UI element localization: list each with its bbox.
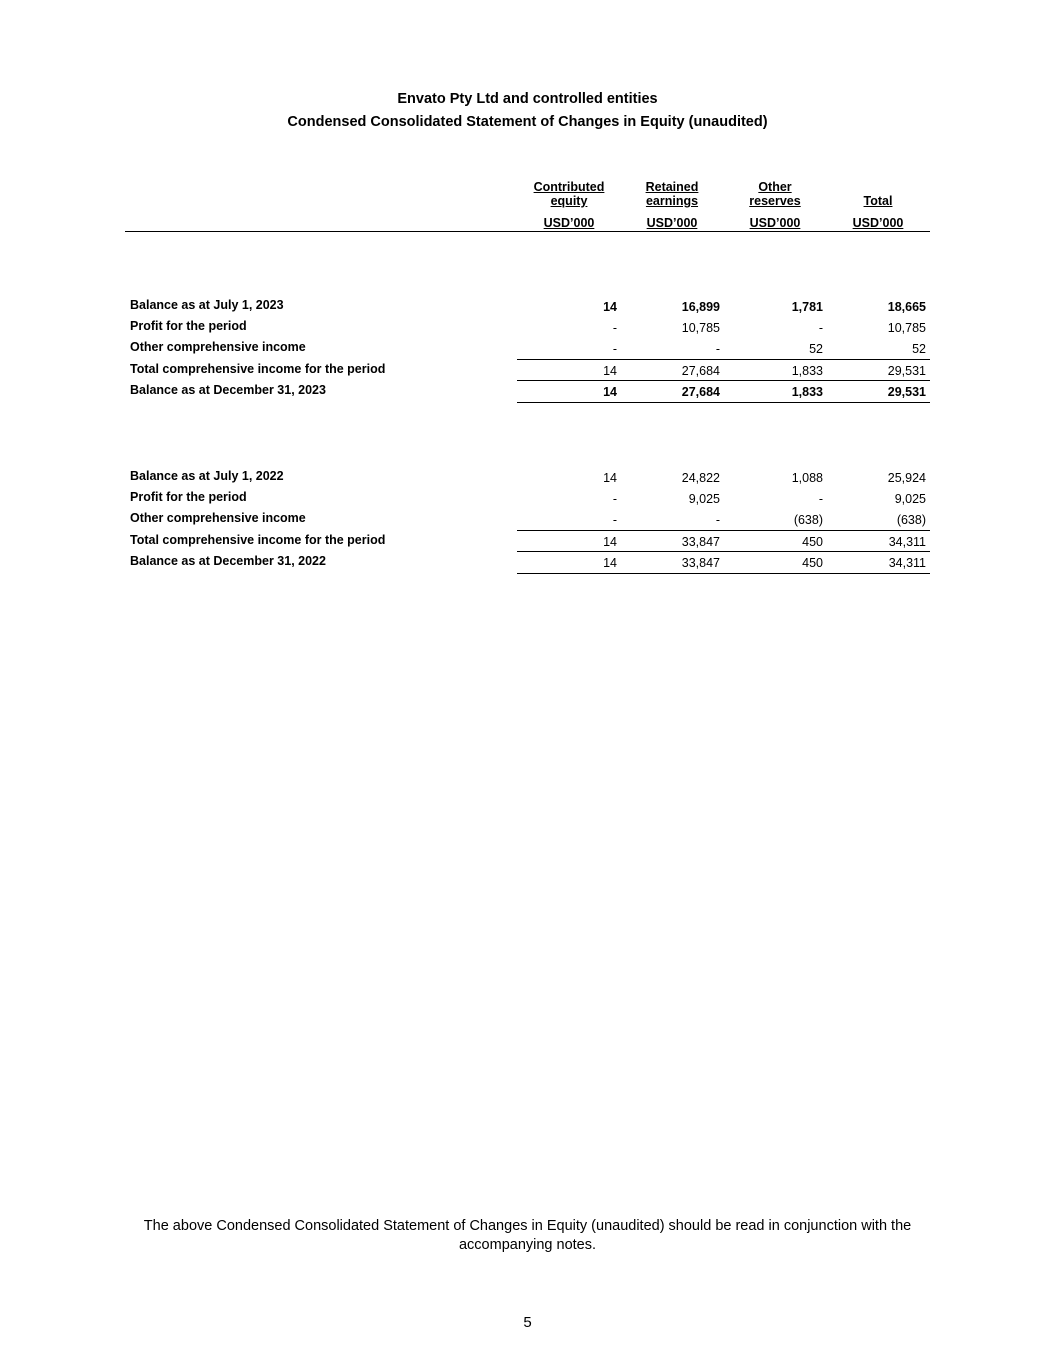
subtotal-rule [517, 380, 930, 381]
cell-total: 29,531 [887, 385, 926, 399]
cell-retained-earnings: 27,684 [681, 364, 720, 378]
cell-contributed-equity: 14 [603, 300, 617, 314]
cell-other-reserves: - [818, 321, 823, 335]
cell-contributed-equity: 14 [603, 535, 617, 549]
column-header-contributed-equity [524, 180, 614, 230]
cell-other-reserves: 450 [802, 535, 823, 549]
cell-total: 34,311 [888, 556, 926, 570]
cell-retained-earnings: 10,785 [681, 321, 720, 335]
row-label: Balance as at July 1, 2023 [130, 298, 284, 312]
cell-other-reserves: 1,088 [791, 471, 823, 485]
cell-other-reserves: 450 [802, 556, 823, 570]
column-header-line2: earnings [645, 194, 699, 208]
cell-contributed-equity: - [612, 492, 617, 506]
cell-retained-earnings: 27,684 [681, 385, 720, 399]
column-header-line2: equity [550, 194, 588, 208]
cell-contributed-equity: 14 [603, 385, 617, 399]
cell-retained-earnings: - [715, 513, 720, 527]
cell-contributed-equity: 14 [603, 556, 617, 570]
cell-retained-earnings: 9,025 [688, 492, 720, 506]
cell-other-reserves: 1,781 [791, 300, 823, 314]
row-label: Profit for the period [130, 319, 247, 333]
row-label: Other comprehensive income [130, 511, 306, 525]
cell-contributed-equity: - [612, 342, 617, 356]
cell-total: 18,665 [887, 300, 926, 314]
cell-retained-earnings: - [715, 342, 720, 356]
cell-total: 9,025 [894, 492, 926, 506]
row-label: Balance as at July 1, 2022 [130, 469, 284, 483]
column-header-line1: Other [758, 180, 792, 194]
cell-contributed-equity: 14 [603, 471, 617, 485]
cell-contributed-equity: - [612, 321, 617, 335]
cell-contributed-equity: 14 [603, 364, 617, 378]
column-header-line1: Retained [645, 180, 699, 194]
column-header-retained-earnings [627, 180, 717, 230]
column-header-total [833, 180, 923, 230]
row-label: Total comprehensive income for the period [130, 362, 386, 376]
cell-total: 10,785 [887, 321, 926, 335]
header-divider [125, 231, 930, 232]
row-label: Profit for the period [130, 490, 247, 504]
column-header-line1: Contributed [533, 180, 605, 194]
total-rule [517, 573, 930, 574]
subtotal-rule [517, 530, 930, 531]
cell-retained-earnings: 16,899 [681, 300, 720, 314]
total-rule [517, 402, 930, 403]
cell-total: (638) [896, 513, 926, 527]
cell-other-reserves: 1,833 [791, 364, 823, 378]
column-header-unit: USD’000 [543, 216, 595, 230]
cell-other-reserves: 1,833 [791, 385, 823, 399]
column-header-line2: reserves [749, 194, 801, 208]
cell-contributed-equity: - [612, 513, 617, 527]
subtotal-rule [517, 359, 930, 360]
cell-total: 25,924 [887, 471, 926, 485]
cell-other-reserves: (638) [793, 513, 823, 527]
row-label: Balance as at December 31, 2022 [130, 554, 326, 568]
cell-total: 34,311 [888, 535, 926, 549]
cell-total: 52 [912, 342, 926, 356]
entity-title: Envato Pty Ltd and controlled entities [397, 91, 658, 107]
cell-retained-earnings: 24,822 [681, 471, 720, 485]
row-label: Total comprehensive income for the period [130, 533, 386, 547]
subtotal-rule [517, 551, 930, 552]
footer-note: The above Condensed Consolidated Statement of Changes in Equity (unaudited) should be read in conjunction with the accompanying notes. [143, 1218, 912, 1253]
cell-retained-earnings: 33,847 [681, 556, 720, 570]
column-header-other-reserves [730, 180, 820, 230]
row-label: Other comprehensive income [130, 340, 306, 354]
column-header-unit: USD’000 [646, 216, 698, 230]
statement-title: Condensed Consolidated Statement of Changes in Equity (unaudited) [287, 114, 768, 130]
cell-retained-earnings: 33,847 [681, 535, 720, 549]
cell-total: 29,531 [887, 364, 926, 378]
cell-other-reserves: 52 [809, 342, 823, 356]
column-header-unit: USD’000 [852, 216, 904, 230]
row-label: Balance as at December 31, 2023 [130, 383, 326, 397]
column-header-line2: Total [863, 194, 893, 208]
column-header-unit: USD’000 [749, 216, 801, 230]
page-number: 5 [523, 1314, 532, 1331]
cell-other-reserves: - [818, 492, 823, 506]
